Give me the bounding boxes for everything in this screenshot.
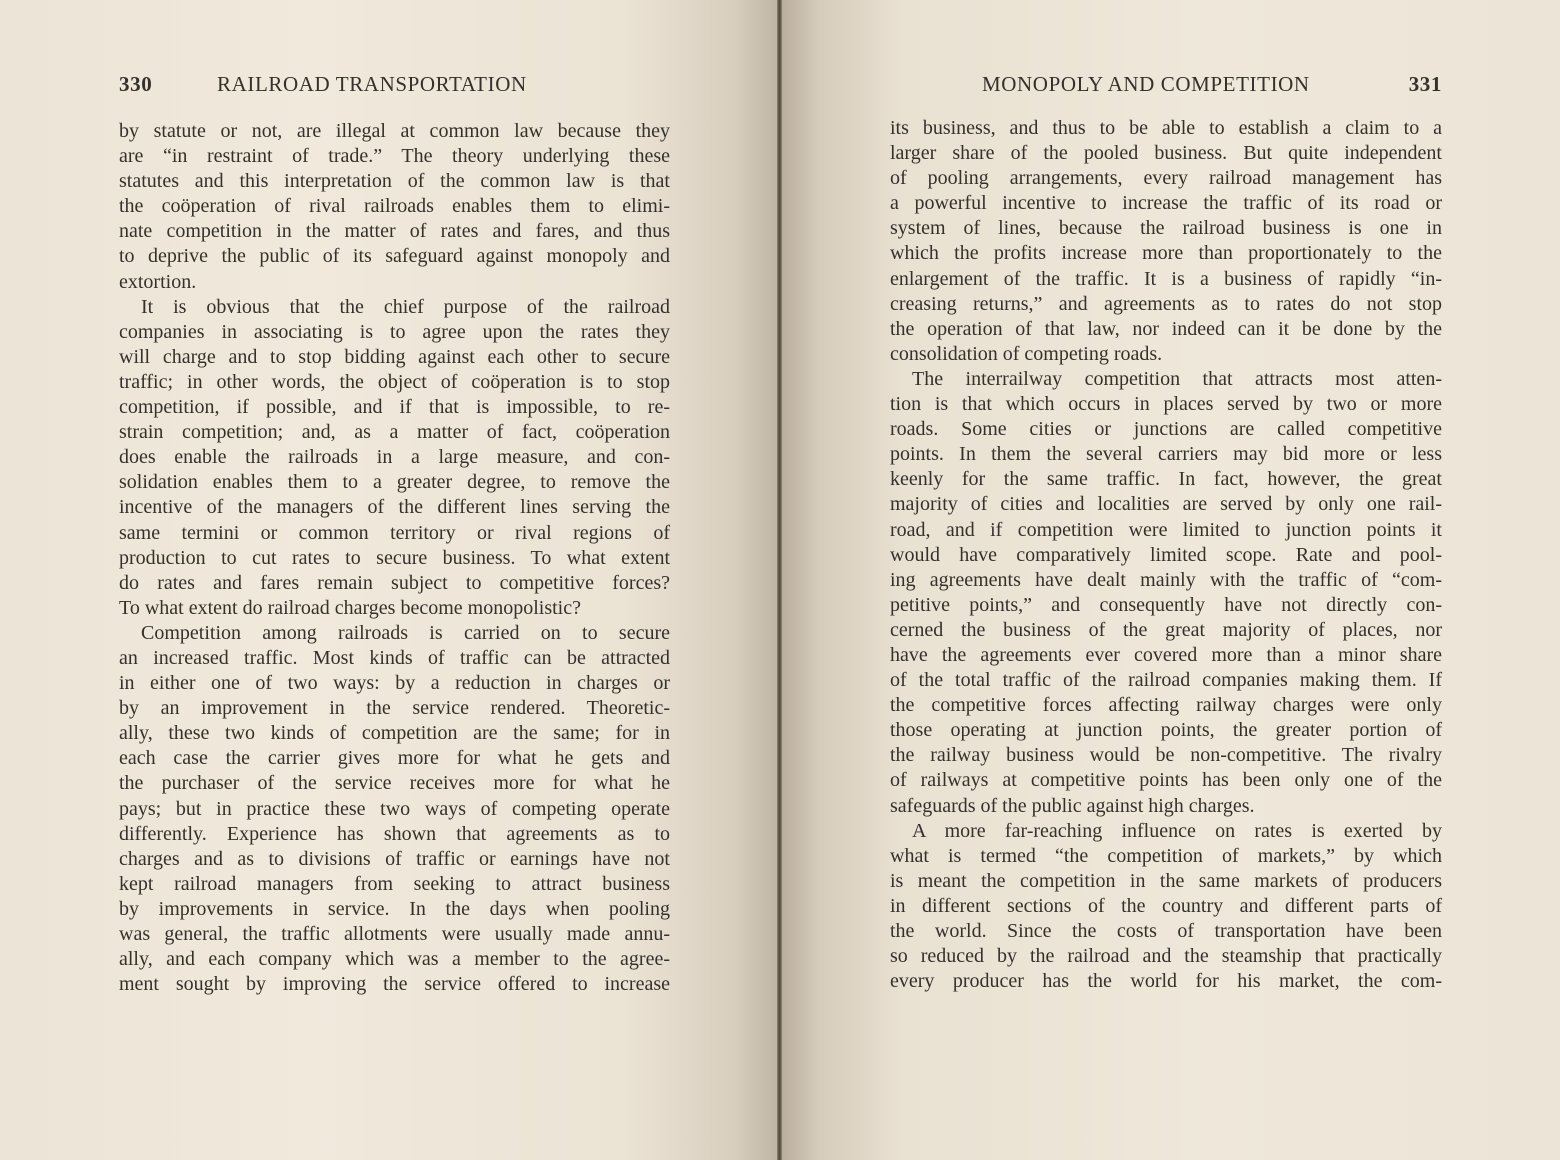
text-line: does enable the railroads in a large measure, and con- — [119, 446, 670, 469]
text-line: creasing returns,” and agreements as to rates do not stop — [890, 292, 1442, 315]
text-line: the purchaser of the service receives more for what he — [119, 772, 670, 795]
text-line: points. In them the several carriers may bid more or less — [890, 443, 1442, 466]
text-line: charges and as to divisions of traffic or earnings have not — [119, 847, 670, 870]
text-line: tion is that which occurs in places served by two or more — [890, 393, 1442, 416]
book-gutter — [777, 0, 782, 1160]
text-line: of railways at competitive points has been only one of the — [890, 769, 1442, 792]
text-line: differently. Experience has shown that agreements as to — [119, 822, 670, 845]
text-line: in different sections of the country and different parts of — [890, 894, 1442, 917]
text-line: which the profits increase more than proportionately to the — [890, 242, 1442, 265]
page-number-330: 330 — [119, 72, 153, 96]
running-title-right: MONOPOLY AND COMPETITION — [982, 72, 1310, 96]
text-line: the world. Since the costs of transportation have been — [890, 920, 1442, 942]
text-line: To what extent do railroad charges become monopolistic? — [119, 596, 581, 619]
text-line: do rates and fares remain subject to competitive forces? — [119, 571, 670, 594]
text-line: an increased traffic. Most kinds of traffic can be attracted — [119, 646, 670, 669]
right-page-body — [890, 116, 1442, 994]
text-line: of the total traffic of the railroad companies making them. If — [890, 669, 1442, 692]
text-line: are “in restraint of trade.” The theory underlying these — [119, 145, 670, 168]
text-line: solidation enables them to a greater degree, to remove the — [119, 471, 670, 494]
text-line: cerned the business of the great majority of places, nor — [890, 618, 1442, 641]
text-line: was general, the traffic allotments were usually made annu- — [119, 923, 670, 945]
text-line: will charge and to stop bidding against each other to secure — [119, 345, 670, 368]
text-line: ing agreements have dealt mainly with the traffic of “com- — [890, 568, 1442, 591]
text-line: larger share of the pooled business. But quite independent — [890, 142, 1442, 165]
text-line: so reduced by the railroad and the steamship that practically — [890, 945, 1442, 968]
text-line: system of lines, because the railroad business is one in — [890, 217, 1442, 240]
page-number-331: 331 — [1408, 72, 1442, 96]
right-page — [780, 0, 1560, 1160]
text-line: of pooling arrangements, every railroad management has — [890, 167, 1442, 190]
text-line: the operation of that law, nor indeed can it be done by the — [890, 317, 1442, 340]
text-line: safeguards of the public against high charges. — [890, 794, 1255, 817]
text-line: every producer has the world for his market, the com- — [890, 970, 1442, 993]
running-title-left: RAILROAD TRANSPORTATION — [217, 72, 527, 96]
text-line: production to cut rates to secure business. To what extent — [119, 546, 670, 569]
text-line: extortion. — [119, 270, 197, 293]
text-line: statutes and this interpretation of the common law is that — [119, 170, 670, 193]
text-line: same termini or common territory or rival regions of — [119, 521, 670, 544]
text-line: ally, and each company which was a member to the agree- — [119, 948, 670, 971]
text-line: is meant the competition in the same markets of producers — [890, 869, 1442, 892]
text-line: would have comparatively limited scope. Rate and pool- — [890, 543, 1442, 566]
text-line: roads. Some cities or junctions are called competitive — [890, 418, 1442, 441]
text-line: majority of cities and localities are served by only one rail- — [890, 493, 1442, 516]
text-line: The interrailway competition that attracts most atten- — [912, 367, 1442, 390]
text-line: the coöperation of rival railroads enables them to elimi- — [119, 195, 670, 218]
text-line: in either one of two ways: by a reduction in charges or — [119, 672, 670, 695]
text-line: incentive of the managers of the different lines serving the — [119, 496, 670, 519]
text-line: by statute or not, are illegal at common law because they — [119, 120, 670, 142]
text-line: strain competition; and, as a matter of fact, coöperation — [119, 421, 670, 444]
text-line: kept railroad managers from seeking to attract business — [119, 872, 670, 895]
text-line: the railway business would be non-competitive. The rivalry — [890, 744, 1442, 767]
text-line: ment sought by improving the service offered to increase — [119, 973, 670, 996]
text-line: enlargement of the traffic. It is a business of rapidly “in- — [890, 267, 1442, 290]
text-line: a powerful incentive to increase the traffic of its road or — [890, 192, 1442, 215]
text-line: companies in associating is to agree upon the rates they — [119, 320, 670, 343]
text-line: those operating at junction points, the greater portion of — [890, 719, 1442, 742]
left-page-body — [119, 119, 670, 997]
text-line: have the agreements ever covered more than a minor share — [890, 643, 1442, 666]
text-line: the competitive forces affecting railway charges were only — [890, 694, 1442, 717]
text-line: each case the carrier gives more for what he gets and — [119, 747, 670, 770]
text-line: nate competition in the matter of rates and fares, and thus — [119, 220, 670, 243]
right-page-header — [982, 72, 1442, 100]
text-line: ally, these two kinds of competition are the same; for in — [119, 722, 670, 745]
text-line: by an improvement in the service rendered. Theoretic- — [119, 697, 670, 720]
text-line: to deprive the public of its safeguard against monopoly and — [119, 245, 670, 268]
left-page-header — [119, 72, 679, 100]
text-line: competition, if possible, and if that is impossible, to re- — [119, 396, 670, 419]
text-line: road, and if competition were limited to junction points it — [890, 518, 1442, 541]
text-line: by improvements in service. In the days when pooling — [119, 897, 670, 920]
text-line: consolidation of competing roads. — [890, 342, 1163, 365]
text-line: its business, and thus to be able to establish a claim to a — [890, 117, 1442, 139]
text-line: traffic; in other words, the object of coöperation is to stop — [119, 370, 670, 393]
text-line: Competition among railroads is carried on to secure — [141, 621, 670, 644]
text-line: petitive points,” and consequently have not directly con- — [890, 593, 1442, 616]
text-line: keenly for the same traffic. In fact, however, the great — [890, 468, 1442, 491]
text-line: A more far-reaching influence on rates is exerted by — [912, 819, 1442, 842]
text-line: pays; but in practice these two ways of competing operate — [119, 797, 670, 820]
text-line: It is obvious that the chief purpose of the railroad — [141, 295, 670, 318]
text-line: what is termed “the competition of markets,” by which — [890, 844, 1442, 867]
